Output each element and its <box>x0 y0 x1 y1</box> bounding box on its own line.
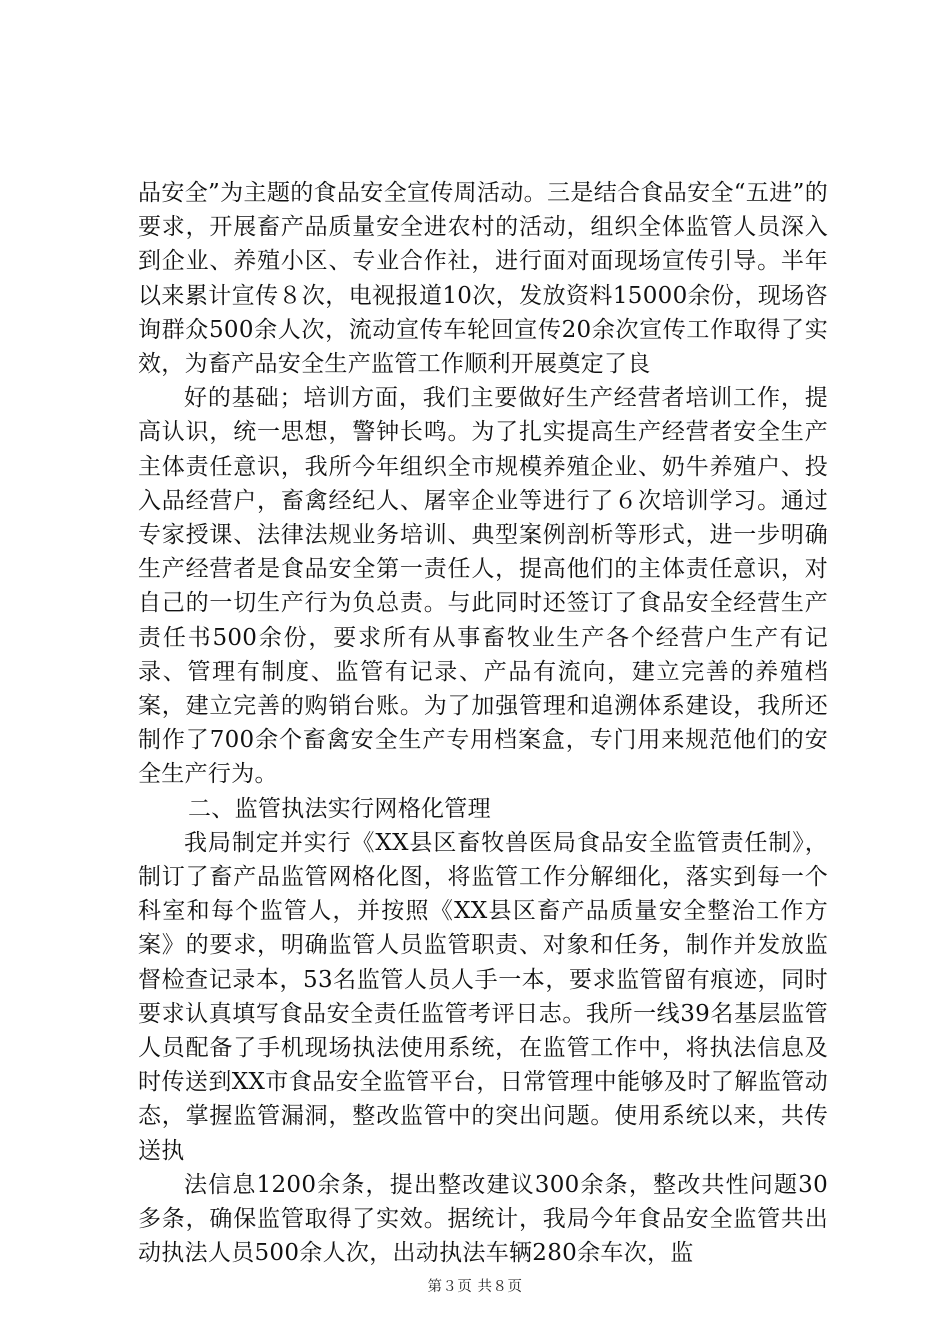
page-number-footer: 第３页 共８页 <box>427 1279 523 1295</box>
paragraph-grid-supervision: 我局制定并实行《XX县区畜牧兽医局食品安全监管责任制》，制订了畜产品监管网格化图，将监管工作分解细化，落实到每一个科室和每个监管人，并按照《XX县区畜产品质量安全整治工作方案》的要求，明确监管人员监管职责、对象和任务，制作并发放监督检查记录本，53名监管人员人手一本，要求监管留有痕迹，同时要求认真填写食品安全责任监管考评日志。我所一线39名基层监管人员配备了手机现场执法使用系统，在监管工作中，将执法信息及时传送到XX市食品安全监管平台，日常管理中能够及时了解监管动态，掌握监管漏洞，整改监管中的突出问题。使用系统以来，共传送执 <box>138 829 828 1164</box>
paragraph-enforcement-statistics: 法信息1200余条，提出整改建议300余条，整改共性问题30多条，确保监管取得了实效。据统计，我局今年食品安全监管共出动执法人员500余人次，出动执法车辆280余车次，监 <box>138 1171 828 1267</box>
paragraph-publicity-continued: 品安全”为主题的食品安全宣传周活动。三是结合食品安全“五进”的要求，开展畜产品质量安全进农村的活动，组织全体监管人员深入到企业、养殖小区、专业合作社，进行面对面现场宣传引导。半年以来累计宣传８次，电视报道10次，发放资料15000余份，现场咨询群众500余人次，流动宣传车轮回宣传20余次宣传工作取得了实效，为畜产品安全生产监管工作顺利开展奠定了良 <box>138 180 828 378</box>
document-body <box>138 176 828 1271</box>
paragraph-training: 好的基础；培训方面，我们主要做好生产经营者培训工作，提高认识，统一思想，警钟长鸣。为了扎实提高生产经营者安全生产主体责任意识，我所今年组织全市规模养殖企业、奶牛养殖户、投入品经营户，畜禽经纪人、屠宰企业等进行了６次培训学习。通过专家授课、法律法规业务培训、典型案例剖析等形式，进一步明确生产经营者是食品安全第一责任人，提高他们的主体责任意识，对自己的一切生产行为负总责。与此同时还签订了食品安全经营生产责任书500余份，要求所有从事畜牧业生产各个经营户生产有记录、管理有制度、监管有记录、产品有流向，建立完善的养殖档案，建立完善的购销台账。为了加强管理和追溯体系建设，我所还制作了700余个畜禽安全生产专用档案盒，专门用来规范他们的安全生产行为。 <box>138 385 828 788</box>
section-heading-grid-management: 二、监管执法实行网格化管理 <box>188 795 491 822</box>
